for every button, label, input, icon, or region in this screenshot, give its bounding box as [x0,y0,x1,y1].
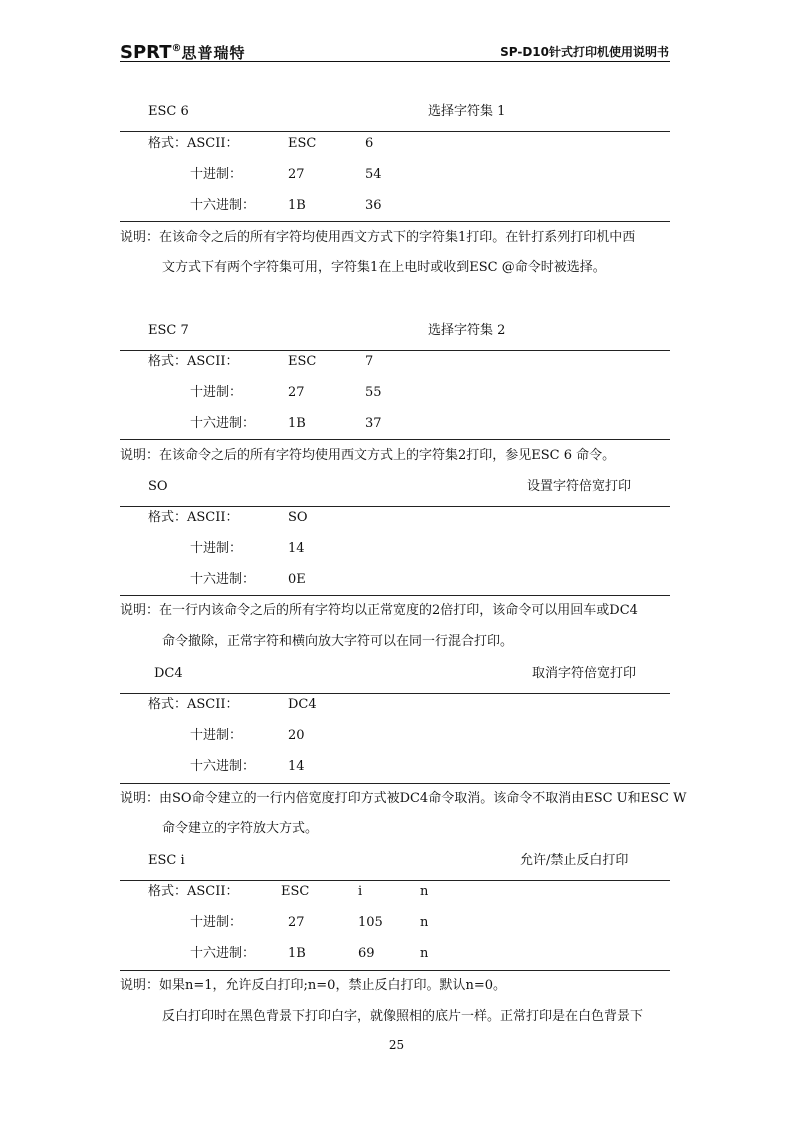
command-name: ESC 6 [148,104,189,119]
decimal-value: 14 [288,541,305,556]
command-name: DC4 [154,666,183,681]
decimal-label: 十进制： [190,167,243,182]
description-line: 文方式下有两个字符集可用，字符集1在上电时或收到ESC @命令时被选择。 [162,260,606,275]
decimal-label: 十进制： [190,728,243,743]
decimal-value: 27 [288,915,305,930]
description-line: 说明：在一行内该命令之后的所有字符均以正常宽度的2倍打印，该命令可以用回车或DC4 [120,603,638,618]
decimal-value: 54 [365,167,382,182]
table-bottom-rule [120,439,670,440]
table-bottom-rule [120,970,670,971]
command-name: SO [148,479,168,494]
document-title: SP-D10针式打印机使用说明书 [500,45,669,59]
format-ascii-label: 格式：ASCII： [148,136,239,151]
ascii-value: ESC [281,884,310,899]
table-top-rule [120,693,670,694]
ascii-value: i [358,884,363,899]
hex-value: 1B [288,198,306,213]
ascii-value: ESC [288,354,317,369]
decimal-value: n [420,915,429,930]
table-bottom-rule [120,221,670,222]
hex-value: 1B [288,416,306,431]
hex-label: 十六进制： [190,946,256,961]
hex-value: 37 [365,416,382,431]
ascii-value: 6 [365,136,374,151]
hex-value: 69 [358,946,375,961]
hex-value: 14 [288,759,305,774]
description-line: 命令撤除，正常字符和横向放大字符可以在同一行混合打印。 [162,634,514,649]
decimal-label: 十进制： [190,915,243,930]
table-top-rule [120,131,670,132]
format-ascii-label: 格式：ASCII： [148,697,239,712]
description-line: 说明：在该命令之后的所有字符均使用西文方式上的字符集2打印，参见ESC 6 命令。 [120,448,616,463]
hex-value: 36 [365,198,382,213]
hex-label: 十六进制： [190,759,256,774]
table-top-rule [120,880,670,881]
command-name: ESC 7 [148,323,189,338]
format-ascii-label: 格式：ASCII： [148,354,239,369]
command-title: 设置字符倍宽打印 [527,479,632,494]
description-line: 说明：由SO命令建立的一行内倍宽度打印方式被DC4命令取消。该命令不取消由ESC U和ESC W [120,791,687,806]
command-name: ESC i [148,853,185,868]
brand-name-cn: 思普瑞特 [181,44,246,62]
table-top-rule [120,350,670,351]
decimal-value: 20 [288,728,305,743]
hex-label: 十六进制： [190,416,256,431]
table-top-rule [120,506,670,507]
decimal-value: 105 [358,915,383,930]
decimal-value: 27 [288,167,305,182]
description-line: 反白打印时在黑色背景下打印白字，就像照相的底片一样。正常打印是在白色背景下 [162,1009,644,1024]
description-line: 说明：在该命令之后的所有字符均使用西文方式下的字符集1打印。在针打系列打印机中西 [120,230,636,245]
decimal-value: 27 [288,385,305,400]
command-title: 选择字符集 1 [428,104,506,119]
hex-value: 1B [288,946,306,961]
decimal-value: 55 [365,385,382,400]
hex-label: 十六进制： [190,198,256,213]
ascii-value: 7 [365,354,374,369]
ascii-value: SO [288,510,308,525]
decimal-label: 十进制： [190,541,243,556]
header-rule [120,61,670,62]
table-bottom-rule [120,595,670,596]
description-line: 说明：如果n=1，允许反白打印;n=0，禁止反白打印。默认n=0。 [120,978,506,993]
page-number: 25 [388,1038,405,1052]
hex-value: 0E [288,572,306,587]
brand-name: SPRT [120,42,172,63]
decimal-label: 十进制： [190,385,243,400]
command-title: 允许/禁止反白打印 [520,853,629,868]
command-title: 选择字符集 2 [428,323,506,338]
format-ascii-label: 格式：ASCII： [148,510,239,525]
table-bottom-rule [120,783,670,784]
command-title: 取消字符倍宽打印 [532,666,637,681]
hex-label: 十六进制： [190,572,256,587]
description-line: 命令建立的字符放大方式。 [162,821,319,836]
ascii-value: n [420,884,429,899]
hex-value: n [420,946,429,961]
ascii-value: DC4 [288,697,317,712]
format-ascii-label: 格式：ASCII： [148,884,239,899]
registered-mark: ® [171,43,182,54]
ascii-value: ESC [288,136,317,151]
